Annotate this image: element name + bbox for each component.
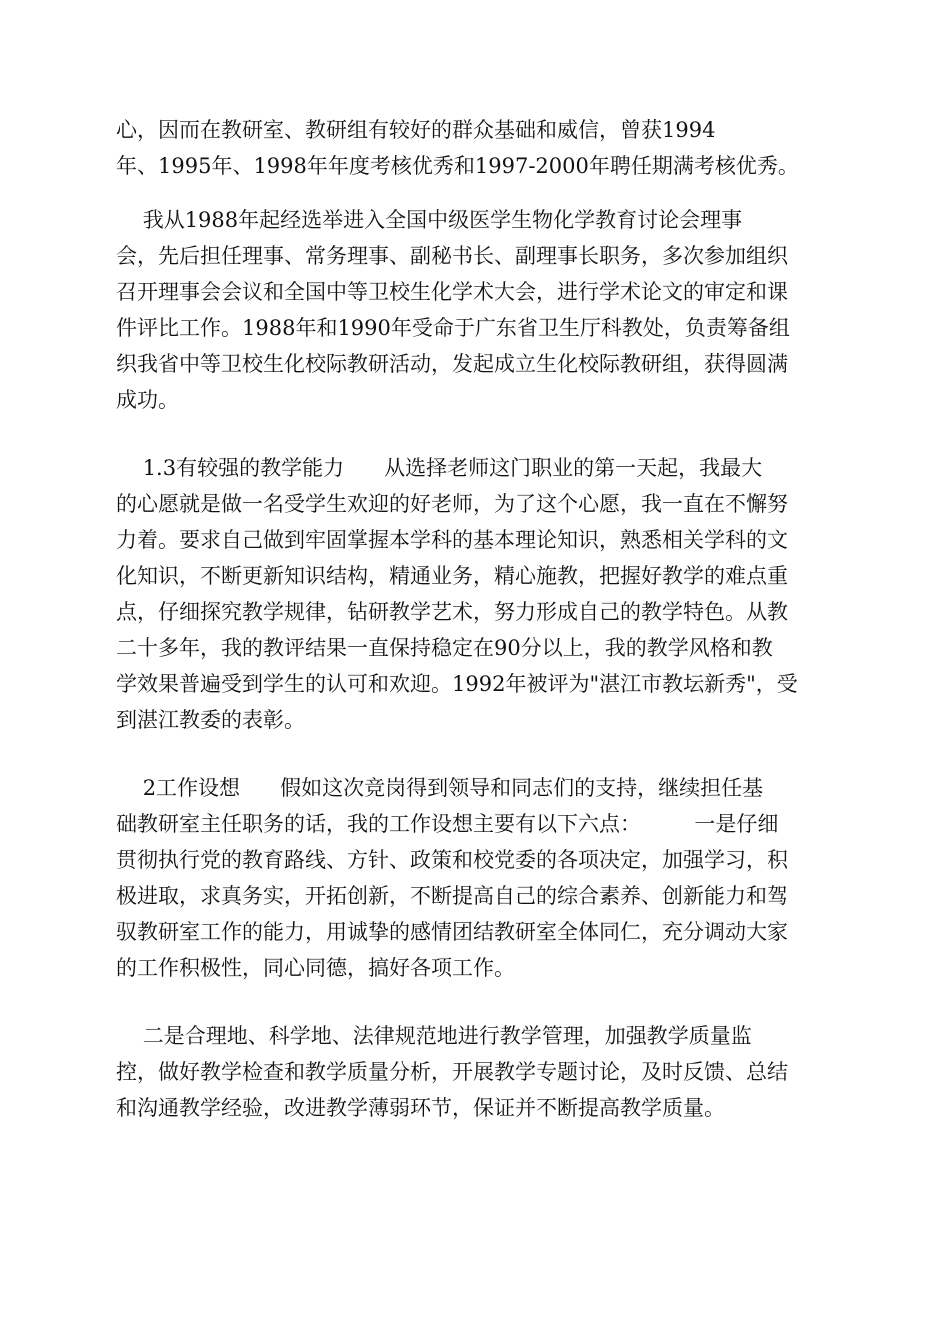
paragraph-line: 力着。要求自己做到牢固掌握本学科的基本理论知识，熟悉相关学科的文	[116, 528, 788, 552]
paragraph-line: 二是合理地、科学地、法律规范地进行教学管理，加强教学质量监	[116, 1024, 752, 1048]
paragraph-5	[116, 1018, 836, 1126]
paragraph-line: 心，因而在教研室、教研组有较好的群众基础和威信，曾获1994	[116, 118, 716, 142]
paragraph-4	[116, 770, 836, 986]
paragraph-line: 点，仔细探究教学规律，钻研教学艺术，努力形成自己的教学特色。从教	[116, 600, 788, 624]
paragraph-line: 年、1995年、1998年年度考核优秀和1997-2000年聘任期满考核优秀。	[116, 154, 799, 178]
paragraph-line: 2工作设想 假如这次竞岗得到领导和同志们的支持，继续担任基	[116, 776, 764, 800]
paragraph-line: 化知识，不断更新知识结构，精通业务，精心施教，把握好教学的难点重	[116, 564, 788, 588]
paragraph-line: 学效果普遍受到学生的认可和欢迎。1992年被评为"湛江市教坛新秀"，受	[116, 672, 798, 696]
paragraph-2	[116, 202, 836, 418]
paragraph-line: 极进取，求真务实，开拓创新，不断提高自己的综合素养、创新能力和驾	[116, 884, 788, 908]
paragraph-line: 控，做好教学检查和教学质量分析，开展教学专题讨论，及时反馈、总结	[116, 1060, 788, 1084]
paragraph-1	[116, 112, 836, 184]
paragraph-line: 我从1988年起经选举进入全国中级医学生物化学教育讨论会理事	[116, 208, 743, 232]
paragraph-line: 和沟通教学经验，改进教学薄弱环节，保证并不断提高教学质量。	[116, 1096, 725, 1120]
paragraph-line: 础教研室主任职务的话，我的工作设想主要有以下六点： 一是仔细	[116, 812, 779, 836]
paragraph-line: 的工作积极性，同心同德，搞好各项工作。	[116, 956, 515, 980]
paragraph-line: 二十多年，我的教评结果一直保持稳定在90分以上，我的教学风格和教	[116, 636, 773, 660]
paragraph-line: 1.3有较强的教学能力 从选择老师这门职业的第一天起，我最大	[116, 456, 763, 480]
paragraph-line: 召开理事会会议和全国中等卫校生化学术大会，进行学术论文的审定和课	[116, 280, 788, 304]
paragraph-line: 件评比工作。1988年和1990年受命于广东省卫生厅科教处，负责筹备组	[116, 316, 790, 340]
paragraph-line: 到湛江教委的表彰。	[116, 708, 305, 732]
paragraph-line: 会，先后担任理事、常务理事、副秘书长、副理事长职务，多次参加组织	[116, 244, 788, 268]
paragraph-line: 成功。	[116, 388, 179, 412]
paragraph-line: 驭教研室工作的能力，用诚挚的感情团结教研室全体同仁，充分调动大家	[116, 920, 788, 944]
paragraph-3	[116, 450, 836, 738]
paragraph-line: 贯彻执行党的教育路线、方针、政策和校党委的各项决定，加强学习，积	[116, 848, 788, 872]
paragraph-line: 织我省中等卫校生化校际教研活动，发起成立生化校际教研组，获得圆满	[116, 352, 788, 376]
paragraph-line: 的心愿就是做一名受学生欢迎的好老师，为了这个心愿，我一直在不懈努	[116, 492, 788, 516]
